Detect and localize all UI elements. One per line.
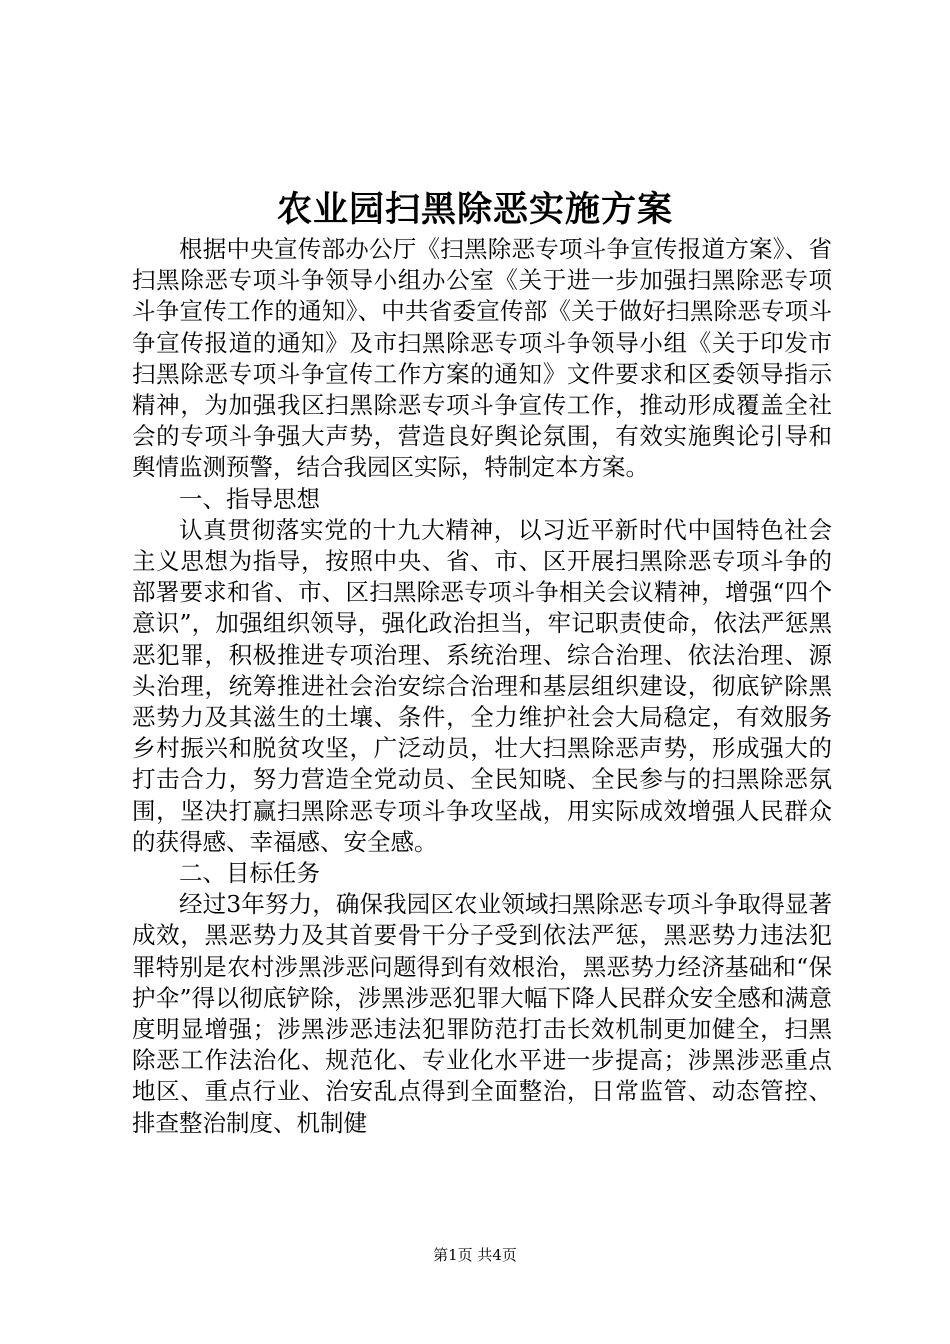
paragraph-guiding-thought: 认真贯彻落实党的十九大精神，以习近平新时代中国特色社会主义思想为指导，按照中央、省、市、区开展扫黑除恶专项斗争的部署要求和省、市、区扫黑除恶专项斗争相关会议精神，增强“四个意识”，加强组织领导，强化政治担当，牢记职责使命，依法严惩黑恶犯罪，积极推进专项治理、系统治理、综合治理、依法治理、源头治理，统筹推进社会治安综合治理和基层组织建设，彻底铲除黑恶势力及其滋生的土壤、条件，全力维护社会大局稳定，有效服务乡村振兴和脱贫攻坚，广泛动员，壮大扫黑除恶声势，形成强大的打击合力，努力营造全党动员、全民知晓、全民参与的扫黑除恶氛围，坚决打赢扫黑除恶专项斗争攻坚战，用实际成效增强人民群众的获得感、幸福感、安全感。 [132, 515, 832, 856]
document-body [132, 234, 832, 1139]
document-title: 农业园扫黑除恶实施方案 [276, 189, 673, 230]
page-number-footer: 第1页 共4页 [433, 1246, 517, 1264]
section-heading-guiding-thought: 一、指导思想 [179, 484, 320, 513]
paragraph-goals: 经过3年努力，确保我园区农业领域扫黑除恶专项斗争取得显著成效，黑恶势力及其首要骨干分子受到依法严惩，黑恶势力违法犯罪特别是农村涉黑涉恶问题得到有效根治，黑恶势力经济基础和“保护伞”得以彻底铲除，涉黑涉恶犯罪大幅下降人民群众安全感和满意度明显增强；涉黑涉恶违法犯罪防范打击长效机制更加健全，扫黑除恶工作法治化、规范化、专业化水平进一步提高；涉黑涉恶重点地区、重点行业、治安乱点得到全面整治，日常监管、动态管控、排查整治制度、机制健 [132, 890, 832, 1137]
section-heading-goals: 二、目标任务 [179, 859, 320, 888]
paragraph-intro: 根据中央宣传部办公厅《扫黑除恶专项斗争宣传报道方案》、省扫黑除恶专项斗争领导小组办公室《关于进一步加强扫黑除恶专项斗争宣传工作的通知》、中共省委宣传部《关于做好扫黑除恶专项斗争宣传报道的通知》及市扫黑除恶专项斗争领导小组《关于印发市扫黑除恶专项斗争宣传工作方案的通知》文件要求和区委领导指示精神，为加强我区扫黑除恶专项斗争宣传工作，推动形成覆盖全社会的专项斗争强大声势，营造良好舆论氛围，有效实施舆论引导和舆情监测预警，结合我园区实际，特制定本方案。 [132, 235, 832, 482]
